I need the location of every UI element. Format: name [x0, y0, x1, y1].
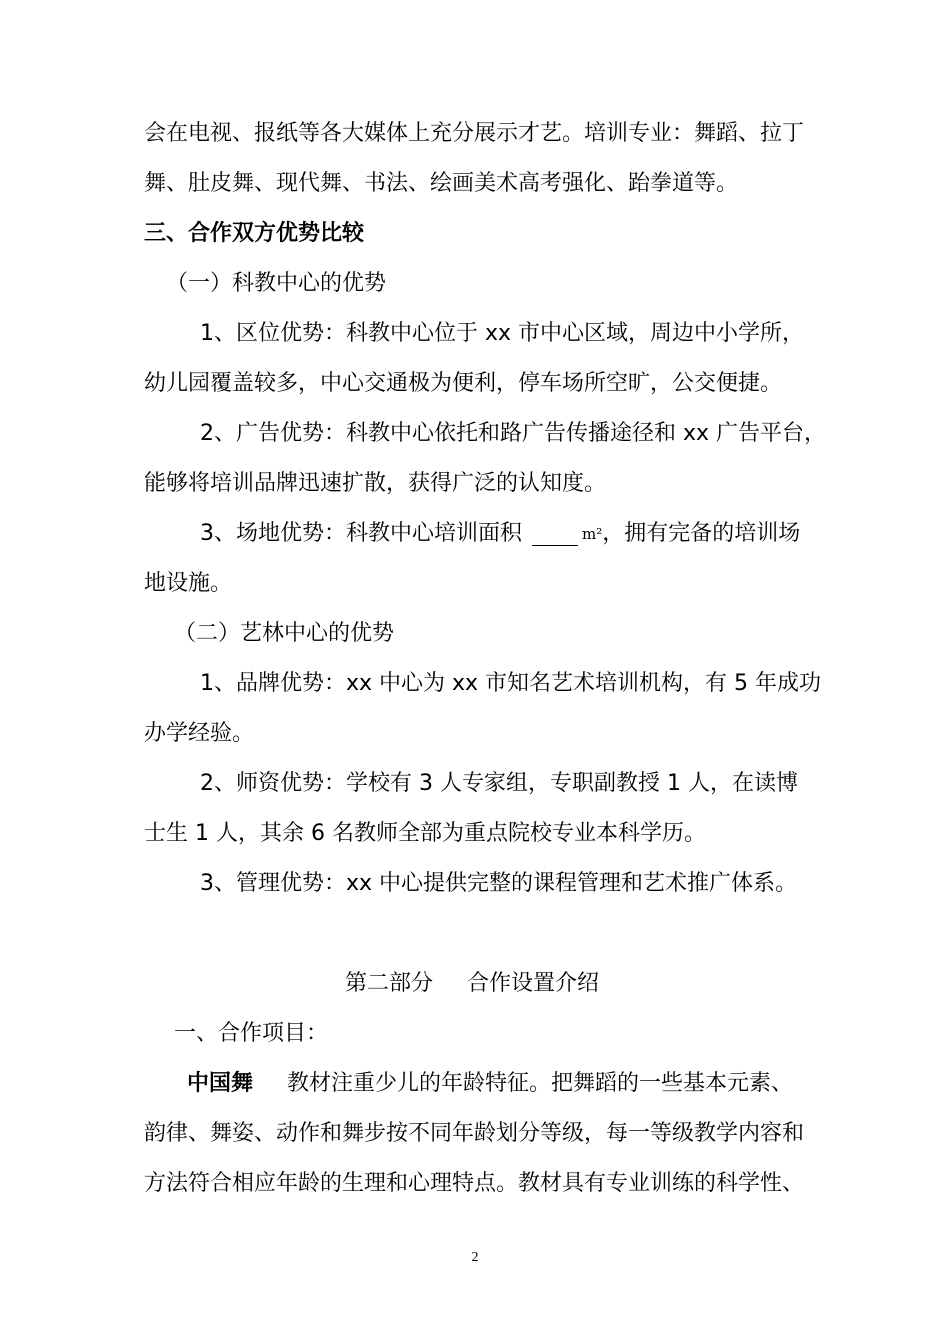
paragraph-line: 幼儿园覆盖较多，中心交通极为便利，停车场所空旷，公交便捷。: [144, 371, 783, 396]
paragraph-text: 教材注重少儿的年龄特征。把舞蹈的一些基本元素、: [287, 1071, 794, 1096]
paragraph-line: 1、品牌优势：xx 中心为 xx 市知名艺术培训机构，有 5 年成功: [200, 671, 822, 696]
paragraph-line: [187, 1069, 793, 1099]
paragraph-line: 能够将培训品牌迅速扩散，获得广泛的认知度。: [144, 471, 607, 496]
page-number: 2: [471, 1250, 479, 1265]
paragraph-line: 士生 1 人，其余 6 名教师全部为重点院校专业本科学历。: [144, 821, 706, 846]
part-name: 合作设置介绍: [467, 971, 600, 996]
paragraph-line: 2、广告优势：科教中心依托和路广告传播途径和 xx 广告平台，: [200, 421, 827, 446]
paragraph-line: [200, 519, 800, 549]
part-number: 第二部分: [345, 971, 434, 996]
paragraph-line: 办学经验。: [144, 721, 255, 746]
paragraph-text: ，拥有完备的培训场: [602, 521, 801, 546]
part-title: [345, 969, 599, 999]
area-unit: m²: [582, 525, 603, 543]
paragraph-line: 1、区位优势：科教中心位于 xx 市中心区域，周边中小学所，: [200, 321, 805, 346]
paragraph-line: 2、师资优势：学校有 3 人专家组，专职副教授 1 人，在读博: [200, 771, 798, 796]
paragraph-line: 3、管理优势：xx 中心提供完整的课程管理和艺术推广体系。: [200, 871, 798, 896]
section-heading: 一、合作项目：: [174, 1021, 329, 1046]
course-name: 中国舞: [187, 1071, 254, 1096]
paragraph-line: 会在电视、报纸等各大媒体上充分展示才艺。培训专业：舞蹈、拉丁: [144, 121, 805, 146]
paragraph-line: 舞、肚皮舞、现代舞、书法、绘画美术高考强化、跆拳道等。: [144, 171, 739, 196]
paragraph-line: 地设施。: [144, 571, 233, 596]
fill-in-blank: [532, 519, 578, 546]
paragraph-text: 3、场地优势：科教中心培训面积: [200, 521, 522, 546]
section-heading: 三、合作双方优势比较: [144, 221, 365, 246]
paragraph-line: 韵律、舞姿、动作和舞步按不同年龄划分等级，每一等级教学内容和: [144, 1121, 805, 1146]
paragraph-line: 方法符合相应年龄的生理和心理特点。教材具有专业训练的科学性、: [144, 1171, 805, 1196]
subsection-heading: （一）科教中心的优势: [166, 271, 387, 296]
subsection-heading: （二）艺林中心的优势: [174, 621, 395, 646]
